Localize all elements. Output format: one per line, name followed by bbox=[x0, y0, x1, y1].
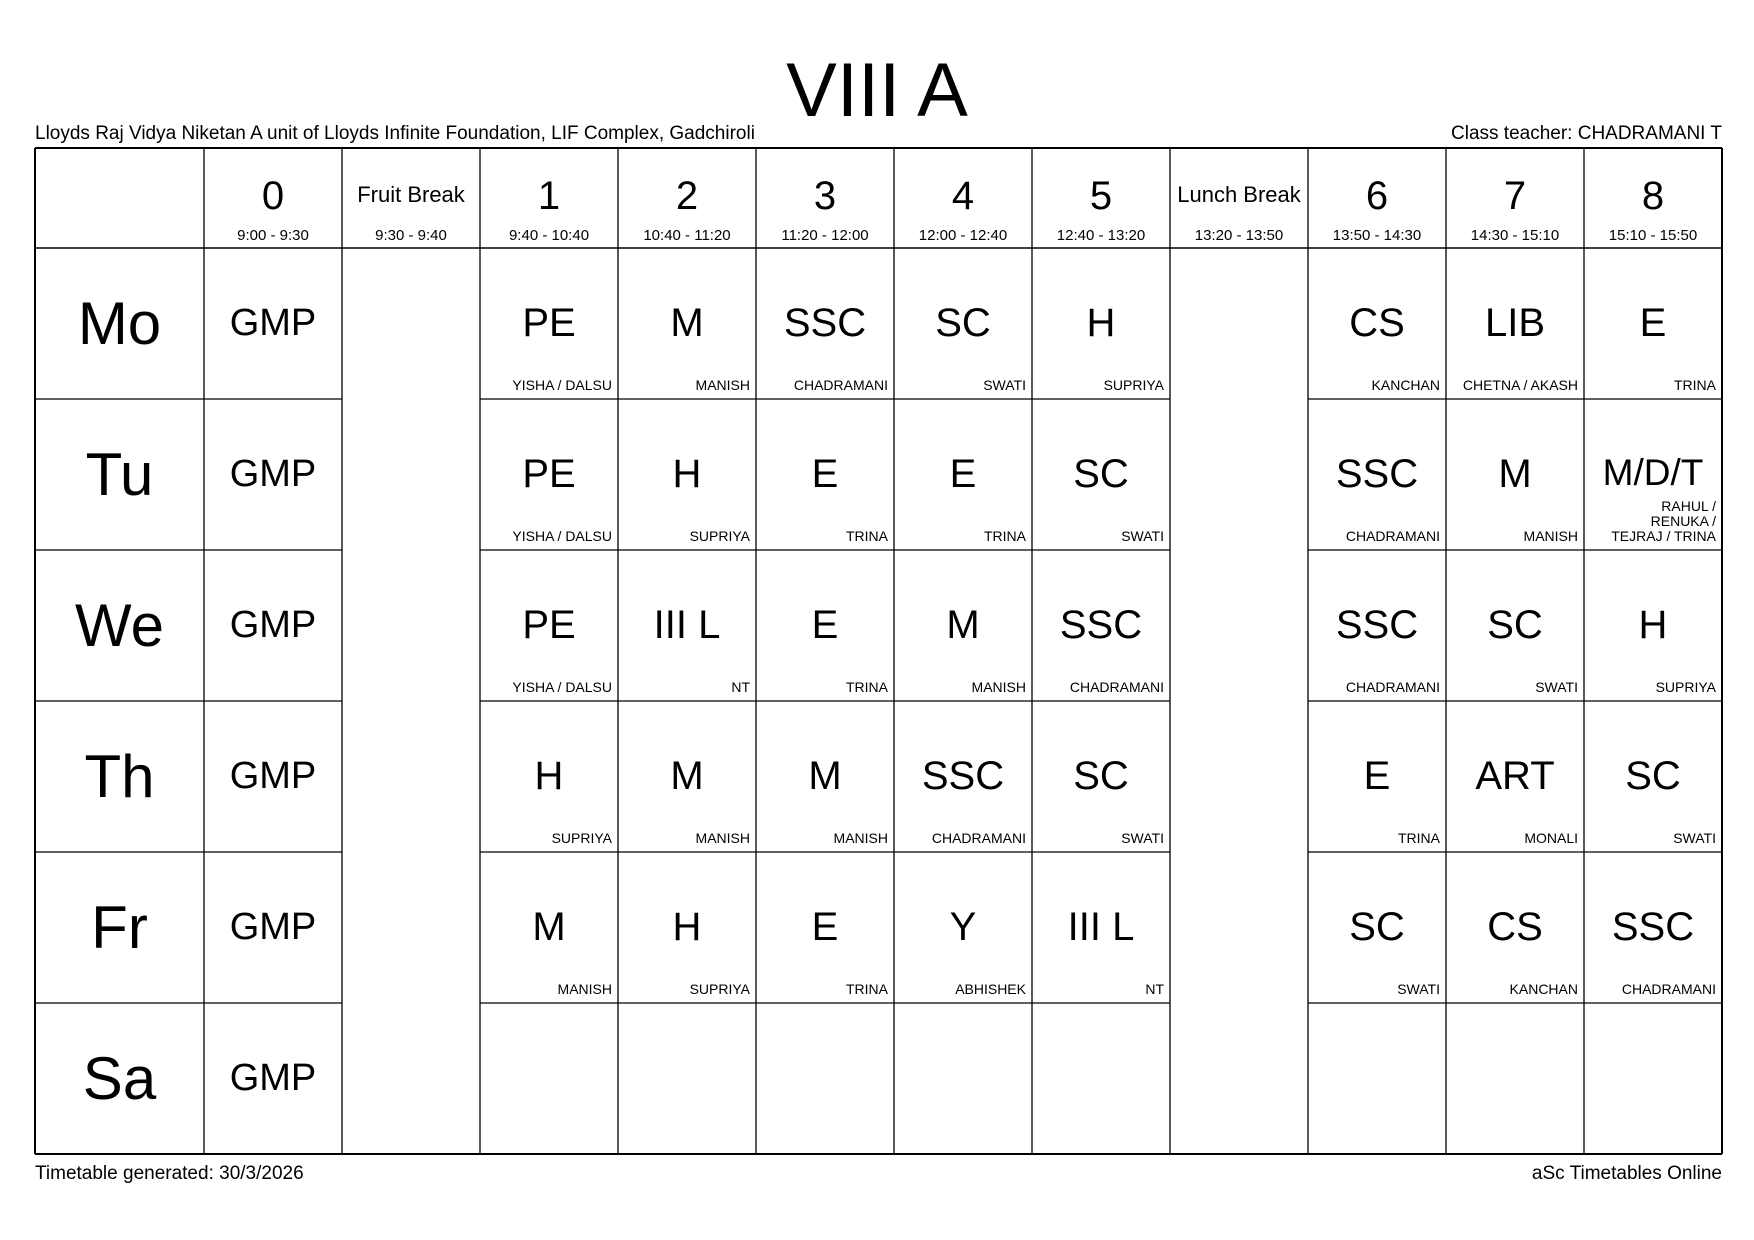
period-number: 7 bbox=[1503, 174, 1527, 218]
period-time: 12:00 - 12:40 bbox=[918, 227, 1008, 244]
lesson-subject: LIB bbox=[1484, 301, 1546, 345]
lesson-subject: PE bbox=[522, 452, 576, 496]
lesson-cell bbox=[618, 852, 756, 1003]
lesson-cell bbox=[894, 1003, 1032, 1154]
period-number: 5 bbox=[1089, 174, 1113, 218]
lesson-teacher: CHADRAMANI bbox=[931, 830, 1026, 846]
lesson-subject: E bbox=[1363, 754, 1391, 798]
lesson-subject: M/D/T bbox=[1602, 452, 1704, 493]
column-header bbox=[204, 148, 342, 248]
brand-label: aSc Timetables Online bbox=[1531, 1163, 1722, 1184]
lesson-teacher: KANCHAN bbox=[1509, 981, 1578, 997]
lesson-cell bbox=[1446, 701, 1584, 852]
lesson-cell bbox=[894, 701, 1032, 852]
period-number: 6 bbox=[1365, 174, 1389, 218]
column-header bbox=[756, 148, 894, 248]
day-label: Mo bbox=[77, 290, 162, 357]
lesson-cell bbox=[1584, 852, 1722, 1003]
period-number: 2 bbox=[675, 174, 699, 218]
day-label: Th bbox=[84, 743, 155, 810]
lesson-cell bbox=[480, 701, 618, 852]
lesson-subject: M bbox=[1498, 452, 1532, 496]
break-label: Fruit Break bbox=[357, 182, 465, 207]
lesson-teacher: CHADRAMANI bbox=[1621, 981, 1716, 997]
lesson-teacher: CHETNA / AKASH bbox=[1462, 377, 1578, 393]
slot0-lesson: GMP bbox=[229, 755, 317, 797]
period-time: 9:40 - 10:40 bbox=[508, 227, 590, 244]
lesson-cell bbox=[1446, 852, 1584, 1003]
slot0-lesson: GMP bbox=[229, 604, 317, 646]
lesson-cell bbox=[756, 701, 894, 852]
column-header bbox=[1032, 148, 1170, 248]
lesson-subject: E bbox=[1639, 301, 1667, 345]
column-header bbox=[894, 148, 1032, 248]
lesson-cell bbox=[1308, 852, 1446, 1003]
lesson-subject: M bbox=[808, 754, 842, 798]
lesson-cell bbox=[1032, 1003, 1170, 1154]
lesson-cell bbox=[1308, 1003, 1446, 1154]
lesson-teacher: SWATI bbox=[1397, 981, 1440, 997]
lesson-subject: PE bbox=[522, 301, 576, 345]
lesson-subject: SSC bbox=[1611, 905, 1695, 949]
lesson-subject: III L bbox=[653, 603, 721, 647]
slot0-lesson: GMP bbox=[229, 453, 317, 495]
lesson-subject: CS bbox=[1349, 301, 1405, 345]
lesson-teacher: ABHISHEK bbox=[955, 981, 1026, 997]
lesson-subject: PE bbox=[522, 603, 576, 647]
lesson-teacher: TRINA bbox=[1398, 830, 1440, 846]
lesson-teacher: TRINA bbox=[846, 981, 888, 997]
lesson-teacher: TRINA bbox=[846, 528, 888, 544]
lesson-cell bbox=[480, 248, 618, 399]
school-name: Lloyds Raj Vidya Niketan A unit of Lloyds Infinite Foundation, LIF Complex, Gadchiroli bbox=[35, 123, 755, 144]
column-header bbox=[1170, 148, 1308, 248]
period-time: 12:40 - 13:20 bbox=[1056, 227, 1146, 244]
lesson-subject: SSC bbox=[1335, 452, 1419, 496]
column-header bbox=[1308, 148, 1446, 248]
lesson-cell bbox=[894, 852, 1032, 1003]
lesson-subject: E bbox=[949, 452, 977, 496]
lesson-cell bbox=[1032, 399, 1170, 550]
lesson-cell bbox=[1308, 248, 1446, 399]
lesson-subject: M bbox=[670, 301, 704, 345]
lesson-teacher: SUPRIYA bbox=[551, 830, 612, 846]
period-number: 0 bbox=[261, 174, 285, 218]
lesson-teacher: NT bbox=[1145, 981, 1164, 997]
lesson-teacher: TRINA bbox=[846, 679, 888, 695]
lesson-teacher: KANCHAN bbox=[1371, 377, 1440, 393]
lesson-teacher: SWATI bbox=[1535, 679, 1578, 695]
lesson-teacher: SUPRIYA bbox=[689, 981, 750, 997]
period-number: 1 bbox=[537, 174, 561, 218]
column-header bbox=[480, 148, 618, 248]
lesson-subject: E bbox=[811, 452, 839, 496]
lesson-cell bbox=[756, 1003, 894, 1154]
lesson-subject: M bbox=[670, 754, 704, 798]
lesson-teacher: CHADRAMANI bbox=[793, 377, 888, 393]
lesson-cell bbox=[618, 399, 756, 550]
lesson-cell bbox=[1032, 701, 1170, 852]
lesson-teacher: SWATI bbox=[1121, 830, 1164, 846]
lesson-teacher: SWATI bbox=[1121, 528, 1164, 544]
day-label: We bbox=[75, 592, 164, 659]
period-time: 13:20 - 13:50 bbox=[1194, 227, 1284, 244]
lesson-subject: ART bbox=[1475, 754, 1555, 798]
timetable-title: VIII A bbox=[786, 48, 968, 133]
slot0-lesson: GMP bbox=[229, 906, 317, 948]
lesson-teacher: SWATI bbox=[1673, 830, 1716, 846]
period-time: 9:00 - 9:30 bbox=[237, 227, 309, 244]
period-time: 13:50 - 14:30 bbox=[1332, 227, 1422, 244]
lesson-cell bbox=[618, 550, 756, 701]
lesson-subject: SC bbox=[1073, 452, 1129, 496]
lesson-teacher: YISHA / DALSU bbox=[512, 679, 612, 695]
lesson-teacher: MANISH bbox=[1523, 528, 1578, 544]
lesson-cell bbox=[1032, 852, 1170, 1003]
lesson-cell bbox=[618, 1003, 756, 1154]
lesson-teacher: MANISH bbox=[971, 679, 1026, 695]
lesson-teacher: YISHA / DALSU bbox=[512, 528, 612, 544]
lesson-subject: SSC bbox=[921, 754, 1005, 798]
column-header bbox=[1446, 148, 1584, 248]
lesson-cell bbox=[1584, 550, 1722, 701]
lesson-cell bbox=[894, 248, 1032, 399]
lesson-teacher: RAHUL / RENUKA / TEJRAJ / TRINA bbox=[1611, 498, 1716, 544]
lesson-cell bbox=[1584, 399, 1722, 550]
lesson-subject: H bbox=[672, 905, 702, 949]
day-label: Fr bbox=[91, 894, 148, 961]
generated-date: Timetable generated: 30/3/2026 bbox=[35, 1163, 304, 1184]
slot0-lesson: GMP bbox=[229, 1057, 317, 1099]
lesson-cell bbox=[1446, 1003, 1584, 1154]
lesson-teacher: TRINA bbox=[984, 528, 1026, 544]
column-header bbox=[342, 148, 480, 248]
period-time: 9:30 - 9:40 bbox=[375, 227, 447, 244]
lesson-teacher: MANISH bbox=[833, 830, 888, 846]
lesson-subject: SC bbox=[1073, 754, 1129, 798]
lesson-cell bbox=[756, 248, 894, 399]
column-header bbox=[618, 148, 756, 248]
lesson-subject: SSC bbox=[783, 301, 867, 345]
period-time: 15:10 - 15:50 bbox=[1608, 227, 1698, 244]
period-time: 10:40 - 11:20 bbox=[643, 227, 731, 244]
lesson-subject: SSC bbox=[1059, 603, 1143, 647]
lesson-cell bbox=[1032, 550, 1170, 701]
lesson-cell bbox=[894, 550, 1032, 701]
lesson-cell bbox=[618, 701, 756, 852]
period-time: 11:20 - 12:00 bbox=[781, 227, 869, 244]
lesson-cell bbox=[1446, 399, 1584, 550]
day-label: Sa bbox=[82, 1045, 157, 1112]
lesson-teacher: NT bbox=[731, 679, 750, 695]
lesson-cell bbox=[1032, 248, 1170, 399]
lesson-teacher: SUPRIYA bbox=[1103, 377, 1164, 393]
lesson-subject: M bbox=[532, 905, 566, 949]
lesson-teacher: MANISH bbox=[695, 830, 750, 846]
lesson-cell bbox=[894, 399, 1032, 550]
period-number: 8 bbox=[1641, 174, 1665, 218]
class-teacher: Class teacher: CHADRAMANI T bbox=[1451, 123, 1722, 144]
lesson-subject: Y bbox=[949, 905, 977, 949]
lesson-subject: SC bbox=[935, 301, 991, 345]
lesson-cell bbox=[1584, 701, 1722, 852]
lesson-subject: H bbox=[1086, 301, 1116, 345]
lesson-teacher: SUPRIYA bbox=[689, 528, 750, 544]
lesson-subject: SC bbox=[1625, 754, 1681, 798]
lesson-cell bbox=[756, 550, 894, 701]
lesson-cell bbox=[756, 399, 894, 550]
lesson-cell bbox=[1308, 550, 1446, 701]
lesson-cell bbox=[1446, 248, 1584, 399]
column-header bbox=[1584, 148, 1722, 248]
lesson-cell bbox=[756, 852, 894, 1003]
lesson-cell bbox=[1308, 701, 1446, 852]
slot0-lesson: GMP bbox=[229, 302, 317, 344]
lesson-teacher: TRINA bbox=[1674, 377, 1716, 393]
lesson-cell bbox=[1584, 1003, 1722, 1154]
lesson-teacher: SWATI bbox=[983, 377, 1026, 393]
lesson-teacher: SUPRIYA bbox=[1655, 679, 1716, 695]
lesson-cell bbox=[480, 1003, 618, 1154]
lesson-teacher: CHADRAMANI bbox=[1069, 679, 1164, 695]
lesson-cell bbox=[1308, 399, 1446, 550]
lesson-cell bbox=[480, 399, 618, 550]
lesson-cell bbox=[618, 248, 756, 399]
lesson-subject: SC bbox=[1487, 603, 1543, 647]
lesson-subject: CS bbox=[1487, 905, 1543, 949]
period-number: 4 bbox=[951, 174, 975, 218]
period-number: 3 bbox=[813, 174, 837, 218]
lesson-subject: E bbox=[811, 603, 839, 647]
lesson-teacher: MANISH bbox=[557, 981, 612, 997]
lesson-subject: III L bbox=[1067, 905, 1135, 949]
lesson-cell bbox=[1446, 550, 1584, 701]
period-time: 14:30 - 15:10 bbox=[1470, 227, 1560, 244]
lesson-cell bbox=[1584, 248, 1722, 399]
lesson-teacher: CHADRAMANI bbox=[1345, 679, 1440, 695]
lesson-cell bbox=[480, 852, 618, 1003]
day-label: Tu bbox=[85, 441, 154, 508]
break-label: Lunch Break bbox=[1177, 182, 1301, 207]
lesson-teacher: MONALI bbox=[1524, 830, 1578, 846]
lesson-subject: SSC bbox=[1335, 603, 1419, 647]
lesson-subject: H bbox=[672, 452, 702, 496]
lesson-teacher: CHADRAMANI bbox=[1345, 528, 1440, 544]
lesson-subject: H bbox=[1638, 603, 1668, 647]
lesson-teacher: MANISH bbox=[695, 377, 750, 393]
lesson-subject: E bbox=[811, 905, 839, 949]
lesson-subject: M bbox=[946, 603, 980, 647]
lesson-subject: SC bbox=[1349, 905, 1405, 949]
lesson-subject: H bbox=[534, 754, 564, 798]
lesson-cell bbox=[480, 550, 618, 701]
lesson-teacher: YISHA / DALSU bbox=[512, 377, 612, 393]
